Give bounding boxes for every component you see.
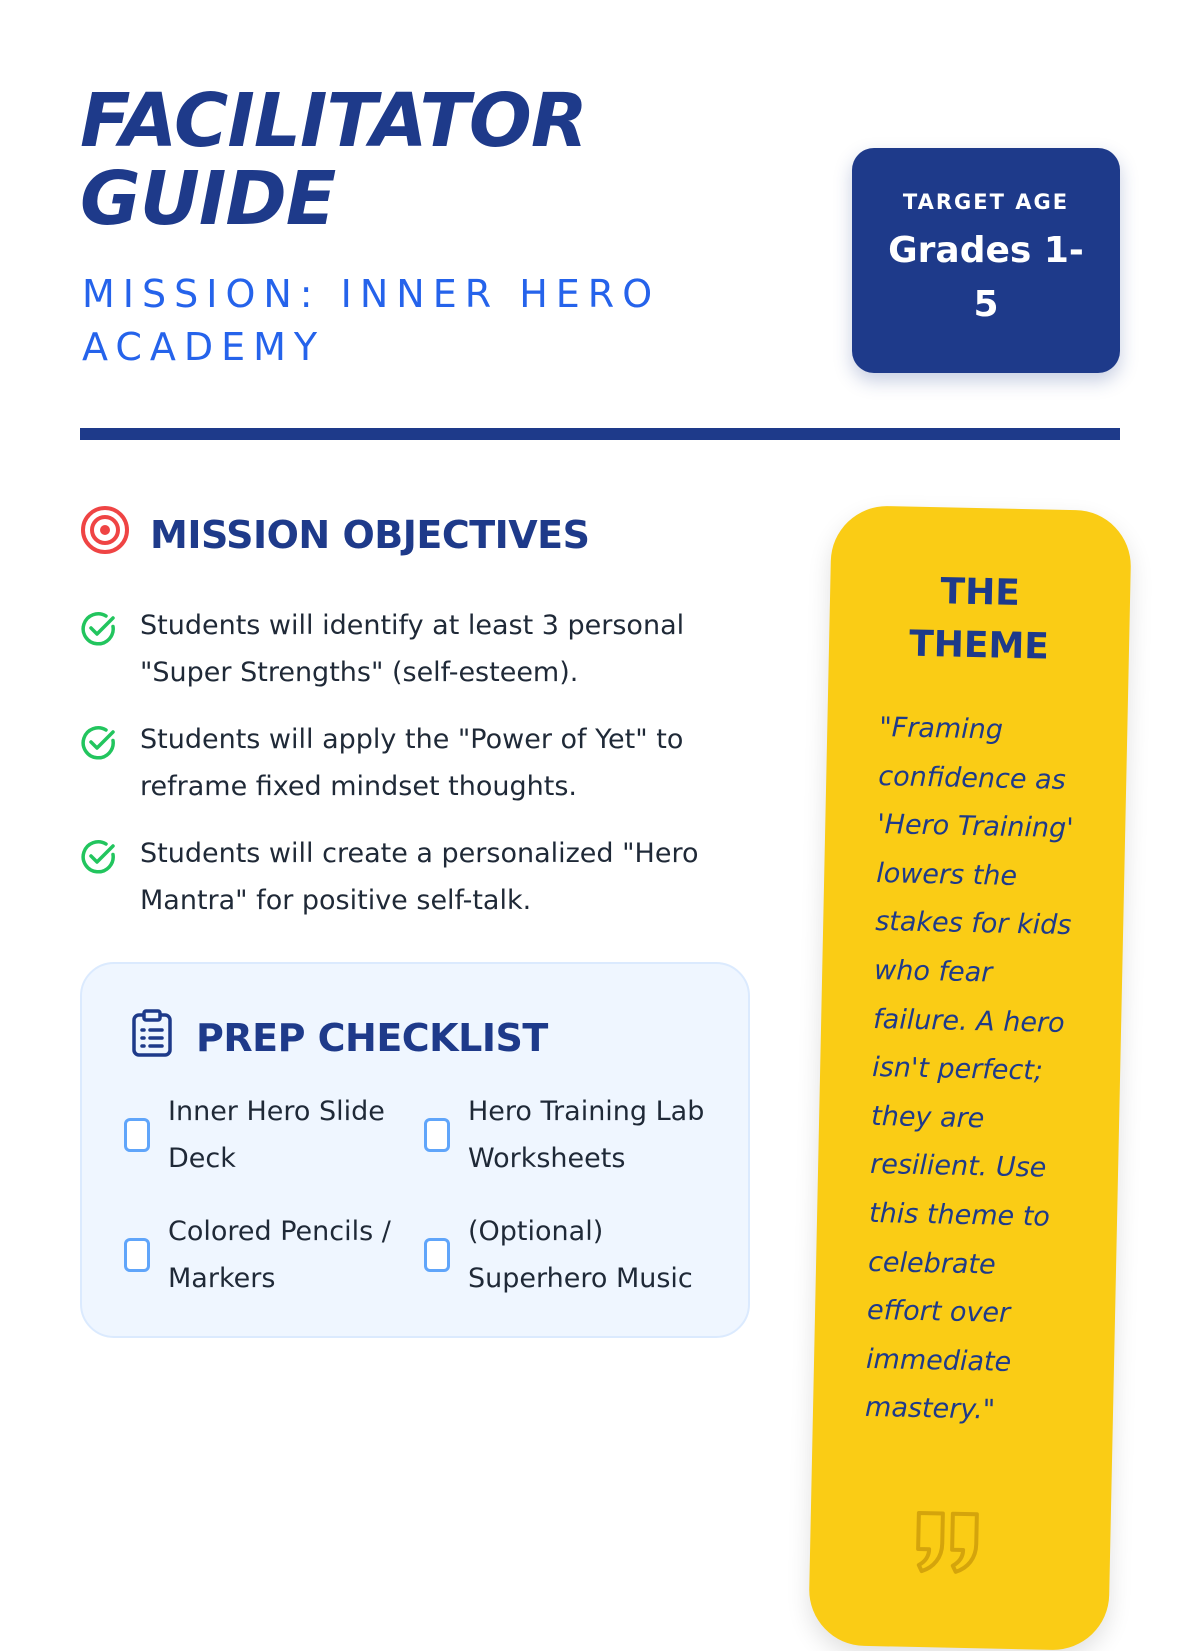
theme-quote: "Framing confidence as 'Hero Training' lowers the stakes for kids who fear failure. A hero isn't perfect; they are resilient. Use this theme to celebrate effort over immediate mastery." [864, 712, 1074, 1426]
page-subtitle: MISSION: INNER HERO ACADEMY [82, 272, 661, 369]
header-divider [80, 428, 1120, 440]
page-title: FACILITATOR GUIDE [80, 78, 587, 242]
checkbox-icon[interactable] [424, 1118, 450, 1152]
check-circle-icon [80, 838, 118, 880]
objective-text: Students will identify at least 3 personal "Super Strengths" (self-esteem). [140, 610, 685, 688]
prep-item-label: Colored Pencils / Markers [168, 1216, 391, 1294]
prep-item[interactable] [424, 1088, 724, 1182]
objectives-header [80, 505, 740, 564]
checkbox-icon[interactable] [124, 1118, 150, 1152]
theme-card [808, 505, 1132, 1651]
objectives-heading: MISSION OBJECTIVES [150, 512, 590, 557]
objective-item [80, 716, 740, 810]
prep-item-label: Hero Training Lab Worksheets [468, 1096, 705, 1174]
prep-header [130, 1008, 548, 1067]
objectives-list [80, 602, 740, 924]
checkbox-icon[interactable] [424, 1238, 450, 1272]
objective-item [80, 830, 740, 924]
quote-icon [913, 1507, 985, 1582]
target-icon [80, 505, 130, 564]
objective-text: Students will create a personalized "Hero Mantra" for positive self-talk. [140, 838, 699, 916]
prep-heading: PREP CHECKLIST [196, 1015, 548, 1060]
target-age-card [852, 148, 1120, 373]
check-circle-icon [80, 610, 118, 652]
prep-item[interactable] [124, 1088, 424, 1182]
prep-item[interactable] [424, 1208, 724, 1302]
prep-items [124, 1088, 724, 1302]
clipboard-icon [130, 1008, 174, 1067]
prep-item-label: (Optional) Superhero Music [468, 1216, 693, 1294]
mission-objectives-section [80, 505, 740, 944]
checkbox-icon[interactable] [124, 1238, 150, 1272]
objective-text: Students will apply the "Power of Yet" to reframe fixed mindset thoughts. [140, 724, 684, 802]
check-circle-icon [80, 724, 118, 766]
prep-checklist-card [80, 962, 750, 1338]
theme-heading: THE THEME [908, 571, 1050, 668]
objective-item [80, 602, 740, 696]
prep-item[interactable] [124, 1208, 424, 1302]
target-age-label: TARGET AGE [902, 190, 1070, 214]
prep-item-label: Inner Hero Slide Deck [168, 1096, 385, 1174]
target-age-value: Grades 1-5 [888, 230, 1084, 325]
